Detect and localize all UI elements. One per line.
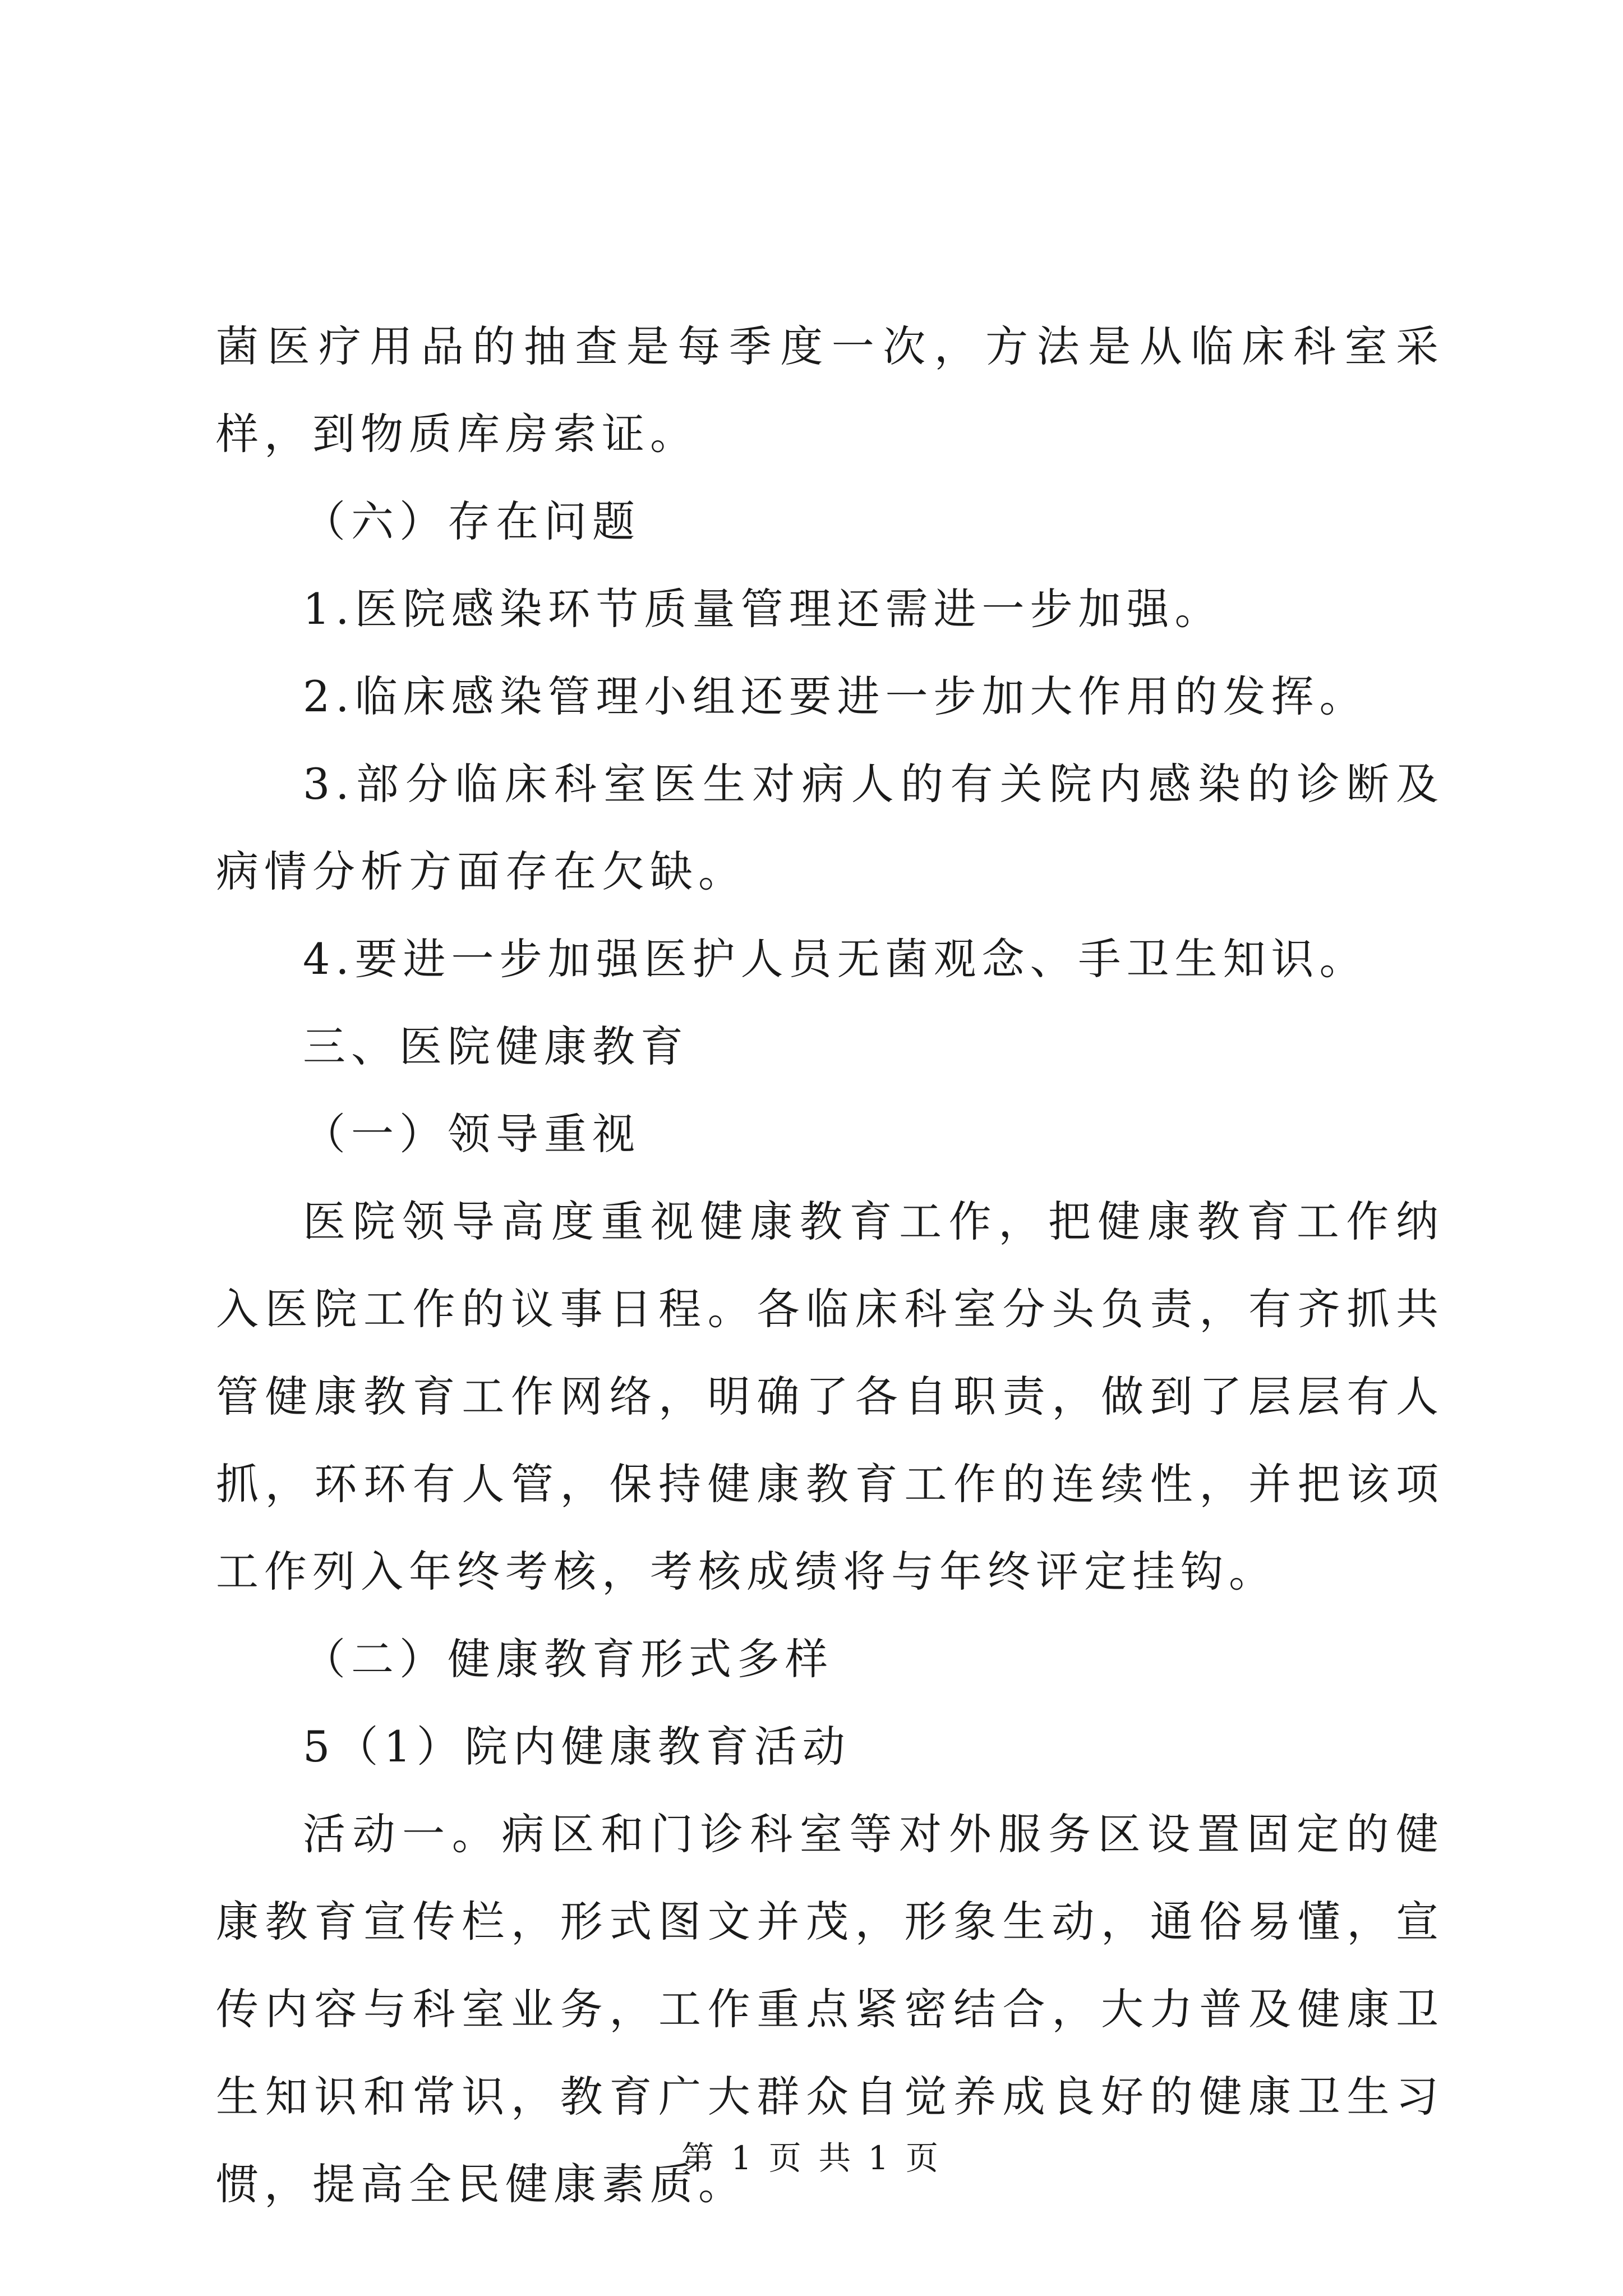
page-footer: 第 1 页 共 1 页 (681, 2139, 942, 2177)
paragraph-leadership: 医院领导高度重视健康教育工作，把健康教育工作纳入医院工作的议事日程。各临床科室分头负责，有齐抓共管健康教育工作网络，明确了各自职责，做到了层层有人抓，环环有人管，保持健康教育工作的连续性，并把该项工作列入年终考核，考核成绩将与年终评定挂钩。 (216, 1197, 1444, 1596)
subsection-heading-diverse-forms: （二）健康教育形式多样 (303, 1634, 833, 1684)
problem-item-3: 3.部分临床科室医生对病人的有关院内感染的诊断及病情分析方面存在欠缺。 (216, 759, 1444, 896)
paragraph-continuation: 菌医疗用品的抽查是每季度一次，方法是从临床科室采样，到物质库房索证。 (216, 321, 1444, 459)
problem-item-4: 4.要进一步加强医护人员无菌观念、手卫生知识。 (303, 934, 1368, 984)
subsection-heading-leadership: （一）领导重视 (303, 1109, 640, 1159)
document-body (216, 303, 1444, 2228)
paragraph-activity-one: 活动一。病区和门诊科室等对外服务区设置固定的健康教育宣传栏，形式图文并茂，形象生动，通俗易懂，宣传内容与科室业务，工作重点紧密结合，大力普及健康卫生知识和常识，教育广大群众自觉养成良好的健康卫生习惯，提高全民健康素质。 (216, 1809, 1444, 2209)
section-heading-health-education: 三、医院健康教育 (303, 1022, 689, 1071)
problem-item-1: 1.医院感染环节质量管理还需进一步加强。 (303, 584, 1223, 634)
subsection-heading-in-hospital-activities: 5（1）院内健康教育活动 (303, 1722, 851, 1772)
section-heading-existing-problems: （六）存在问题 (303, 496, 640, 546)
problem-item-2: 2.临床感染管理小组还要进一步加大作用的发挥。 (303, 671, 1368, 721)
